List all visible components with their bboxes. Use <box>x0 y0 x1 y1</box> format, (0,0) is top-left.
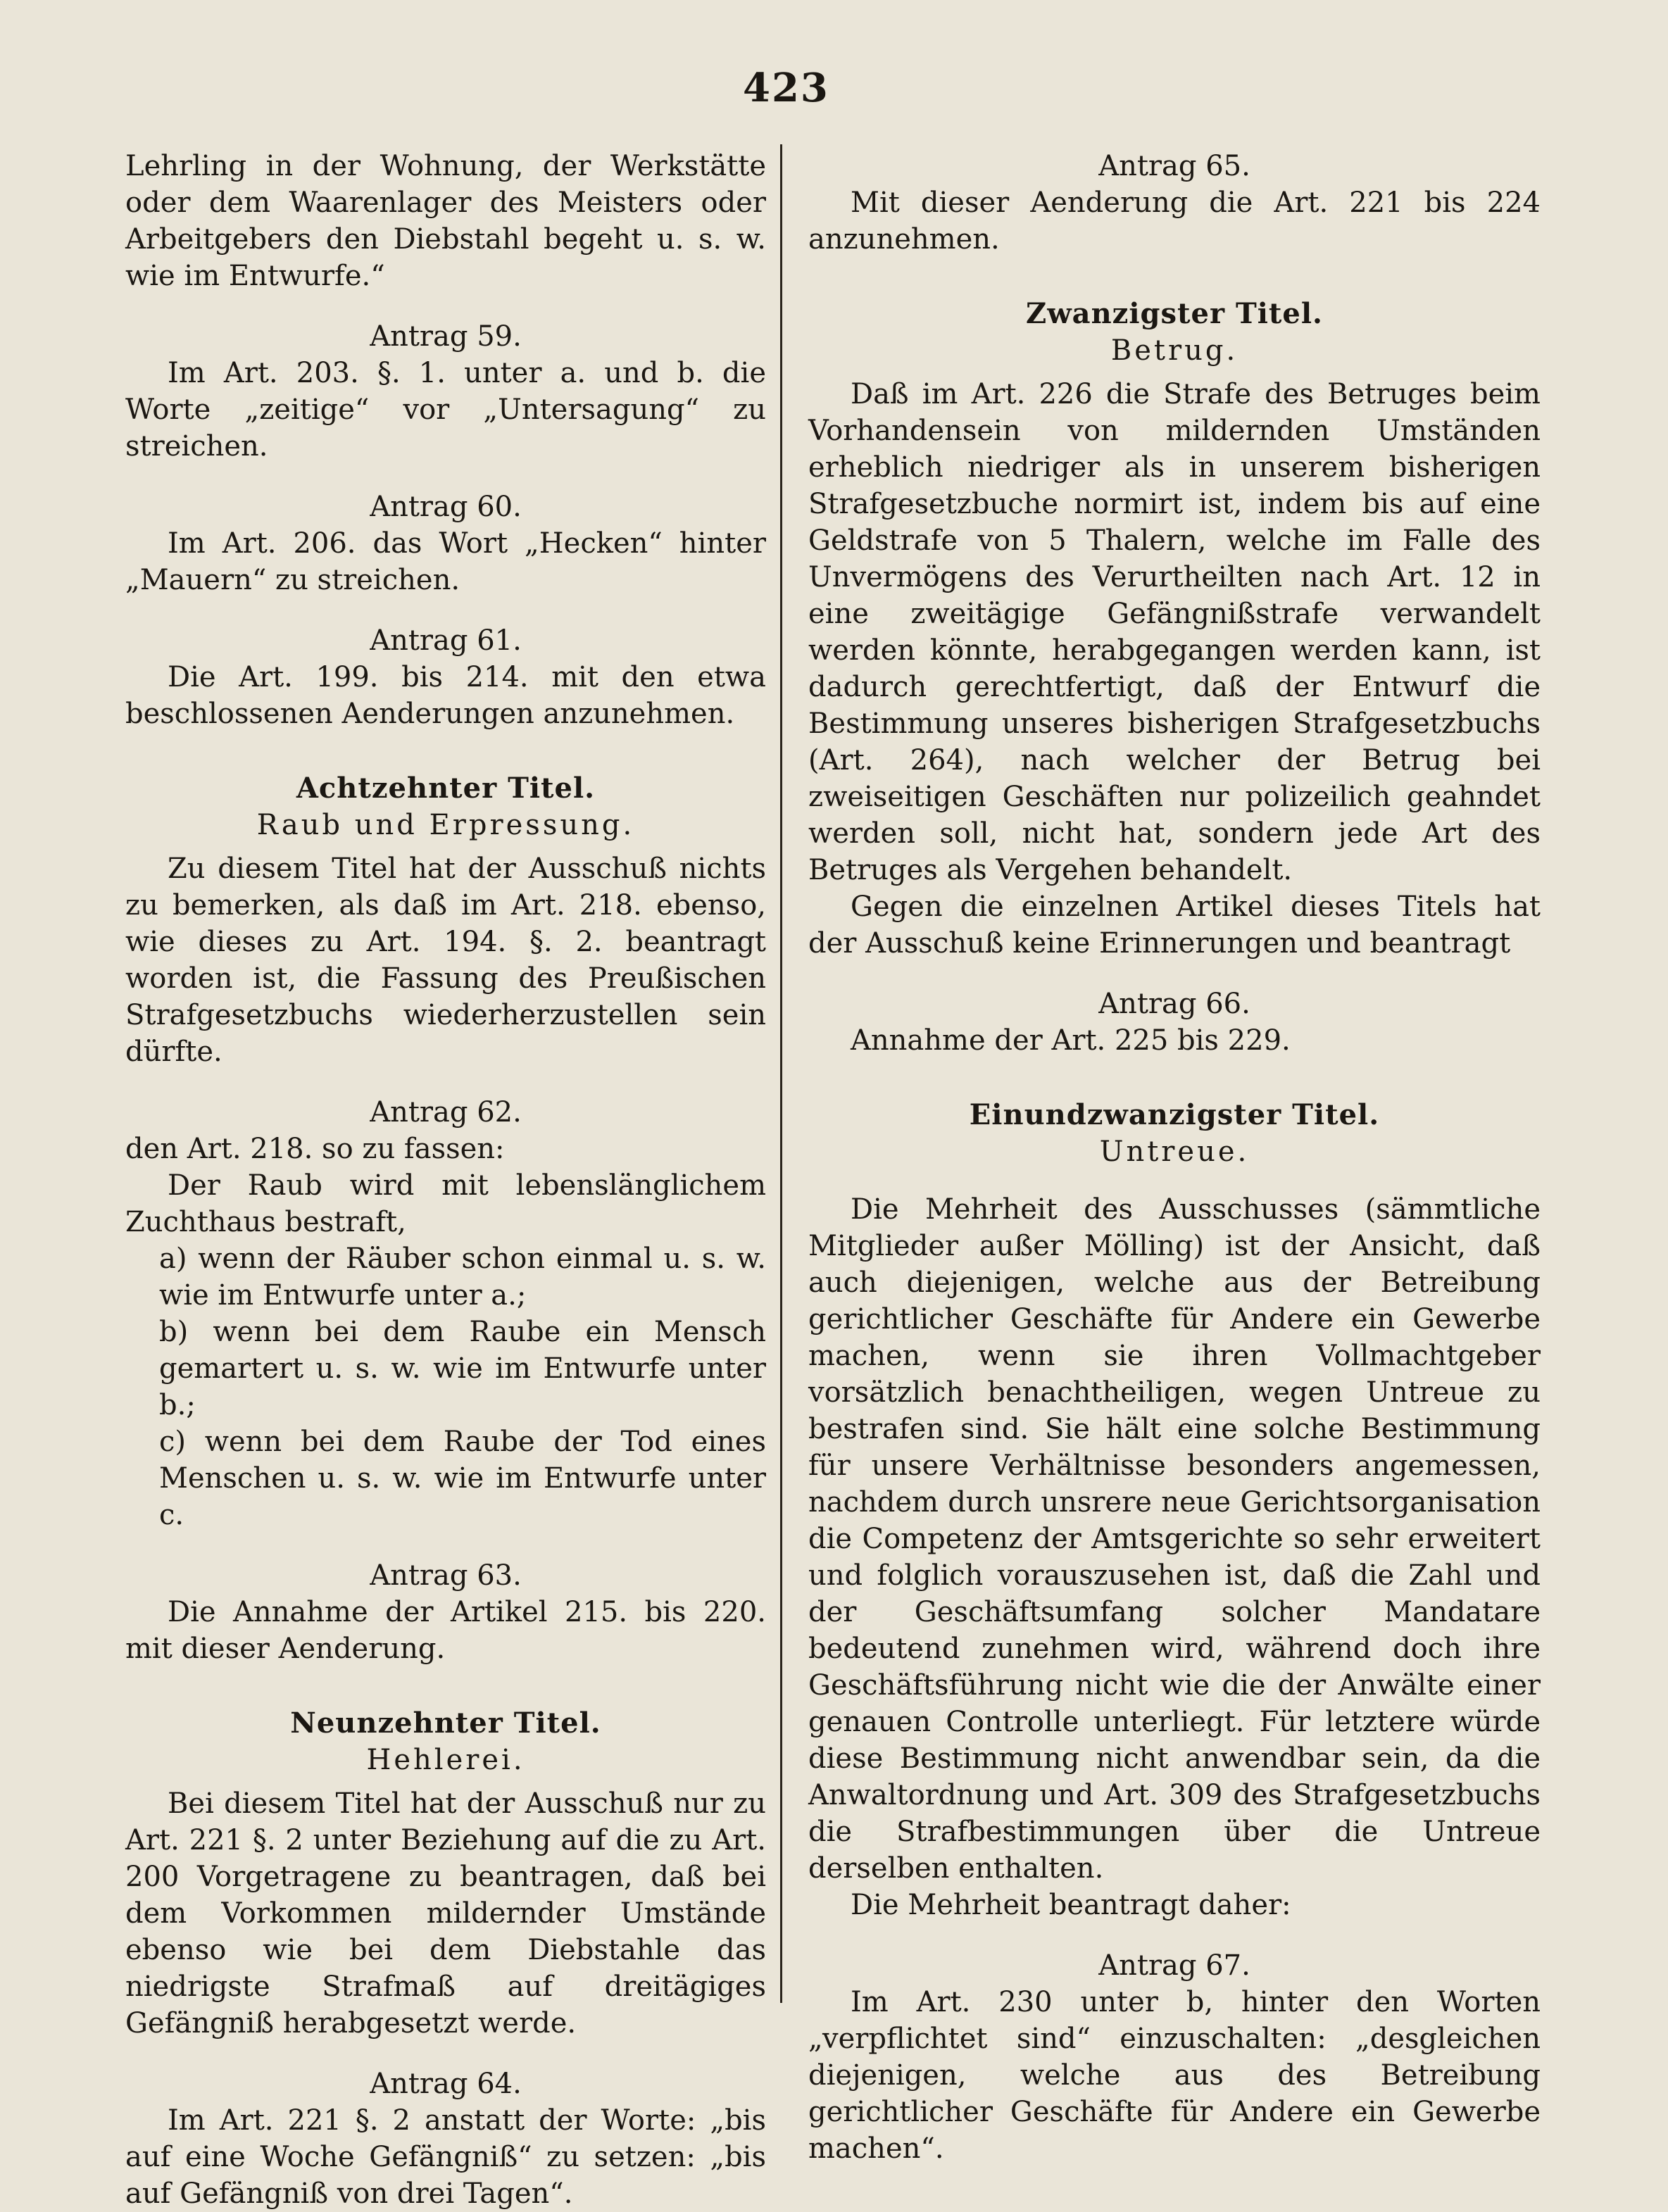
antrag-65-text: Mit dieser Aenderung die Art. 221 bis 224 anzunehmen. <box>808 187 1541 256</box>
title-18-text: Zu diesem Titel hat der Ausschuß nichts zu bemerken, als daß im Art. 218. ebenso, wie dieses zu Art. 194. §. 2. beantragt worden ist, die Fassung des Preußischen Strafgesetzbuchs wiederherzustellen sein dürfte. <box>125 853 766 1068</box>
antrag-66-text: Annahme der Art. 225 bis 229. <box>851 1024 1291 1057</box>
antrag-62-quote: Der Raub wird mit lebenslänglichem Zuchthaus bestraft, <box>125 1169 766 1238</box>
antrag-66-heading: Antrag 66. <box>1098 988 1250 1020</box>
antrag-59-text: Im Art. 203. §. 1. unter a. und b. die Worte „zeitige“ vor „Untersagung“ zu streichen. <box>125 357 766 463</box>
title-18-heading: Achtzehnter Titel. <box>296 772 596 805</box>
title-20-subtitle: Betrug. <box>1110 334 1239 367</box>
antrag-63-heading: Antrag 63. <box>370 1559 522 1592</box>
title-18-subtitle: Raub und Erpressung. <box>256 809 635 841</box>
list-item: c) wenn bei dem Raube der Tod eines Menschen u. s. w. wie im Entwurfe unter c. <box>159 1426 766 1531</box>
right-column <box>808 148 1541 2167</box>
antrag-62-list <box>125 1240 766 1533</box>
antrag-59-heading: Antrag 59. <box>370 320 522 353</box>
antrag-61-text: Die Art. 199. bis 214. mit den etwa beschlossenen Aenderungen anzunehmen. <box>125 661 766 730</box>
antrag-65-heading: Antrag 65. <box>1098 150 1250 182</box>
title-20-text: Daß im Art. 226 die Strafe des Betruges beim Vorhandensein von mildernden Umständen erheblich niedriger als in unserem bisherigen Strafgesetzbuche normirt ist, indem bis auf eine Geldstrafe von 5 Thalern, welche im Falle des Unvermögens des Verurtheilten nach Art. 12 in eine zweitägige Gefängnißstrafe verwandelt werden könnte, herabgegangen werden kann, ist dadurch gerechtfertigt, daß der Entwurf die Bestimmung unseres bisherigen Strafgesetzbuchs (Art. 264), nach welcher der Betrug bei zweiseitigen Geschäften nur polizeilich geahndet werden soll, nicht hat, sondern jede Art des Betruges als Vergehen behandelt. <box>808 378 1541 886</box>
paragraph-continuation: Lehrling in der Wohnung, der Werkstätte oder dem Waarenlager des Meisters oder Arbeitgebers den Diebstahl begeht u. s. w. wie im Entwurfe.“ <box>125 150 766 292</box>
title-19-subtitle: Hehlerei. <box>366 1744 525 1776</box>
antrag-67-text: Im Art. 230 unter b, hinter den Worten „verpflichtet sind“ einzuschalten: „desgleichen diejenigen, welche aus des Betreibung gerichtlicher Geschäfte für Andere ein Gewerbe machen“. <box>808 1986 1541 2165</box>
antrag-60-heading: Antrag 60. <box>370 491 522 523</box>
antrag-60-text: Im Art. 206. das Wort „Hecken“ hinter „Mauern“ zu streichen. <box>125 527 766 596</box>
list-item: b) wenn bei dem Raube ein Mensch gemartert u. s. w. wie im Entwurfe unter b.; <box>159 1316 766 1421</box>
title-19-heading: Neunzehnter Titel. <box>290 1707 601 1740</box>
antrag-64-text: Im Art. 221 §. 2 anstatt der Worte: „bis auf eine Woche Gefängniß“ zu setzen: „bis auf Gefängniß von drei Tagen“. <box>125 2104 766 2210</box>
antrag-64-heading: Antrag 64. <box>370 2068 522 2100</box>
title-21-text-2: Die Mehrheit beantragt daher: <box>851 1889 1291 1921</box>
antrag-62-heading: Antrag 62. <box>370 1096 522 1129</box>
page-number: 423 <box>743 65 829 111</box>
left-column <box>125 148 766 2212</box>
antrag-61-heading: Antrag 61. <box>370 624 522 657</box>
title-20-text-2: Gegen die einzelnen Artikel dieses Titels hat der Ausschuß keine Erinnerungen und beantragt <box>808 891 1541 960</box>
title-20-heading: Zwanzigster Titel. <box>1026 297 1323 330</box>
title-21-heading: Einundzwanzigster Titel. <box>969 1098 1380 1131</box>
antrag-62-text: den Art. 218. so zu fassen: <box>125 1133 505 1165</box>
title-21-text: Die Mehrheit des Ausschusses (sämmtliche Mitglieder außer Mölling) ist der Ansicht, daß auch diejenigen, welche aus der Betreibung gerichtlicher Geschäfte für Andere ein Gewerbe machen, wenn sie ihren Vollmachtgeber vorsätzlich benachtheiligen, wegen Untreue zu bestrafen sind. Sie hält eine solche Bestimmung für unsere Verhältnisse besonders angemessen, nachdem durch unsrere neue Gerichtsorganisation die Competenz der Amtsgerichte so sehr erweitert und folglich vorauszusehen ist, daß die Zahl und der Geschäftsumfang solcher Mandatare bedeutend zunehmen wird, während doch ihre Geschäftsführung nicht wie die der Anwälte einer genauen Controlle unterliegt. Für letztere würde diese Bestimmung nicht anwendbar sein, da die Anwaltordnung und Art. 309 des Strafgesetzbuchs die Strafbestimmungen über die Untreue derselben enthalten. <box>808 1193 1541 1885</box>
spacer <box>808 1177 1541 1191</box>
antrag-67-heading: Antrag 67. <box>1098 1949 1250 1982</box>
title-19-text: Bei diesem Titel hat der Ausschuß nur zu Art. 221 §. 2 unter Beziehung auf die zu Art. 200 Vorgetragene zu beantragen, daß bei dem Vorkommen mildernder Umstände ebenso wie bei dem Diebstahle das niedrigste Strafmaß auf dreitägiges Gefängniß herabgesetzt werde. <box>125 1787 766 2040</box>
title-21-subtitle: Untreue. <box>1099 1136 1250 1168</box>
antrag-63-text: Die Annahme der Artikel 215. bis 220. mit dieser Aenderung. <box>125 1596 766 1665</box>
column-divider <box>780 144 782 2003</box>
list-item: a) wenn der Räuber schon einmal u. s. w. wie im Entwurfe unter a.; <box>159 1243 766 1312</box>
